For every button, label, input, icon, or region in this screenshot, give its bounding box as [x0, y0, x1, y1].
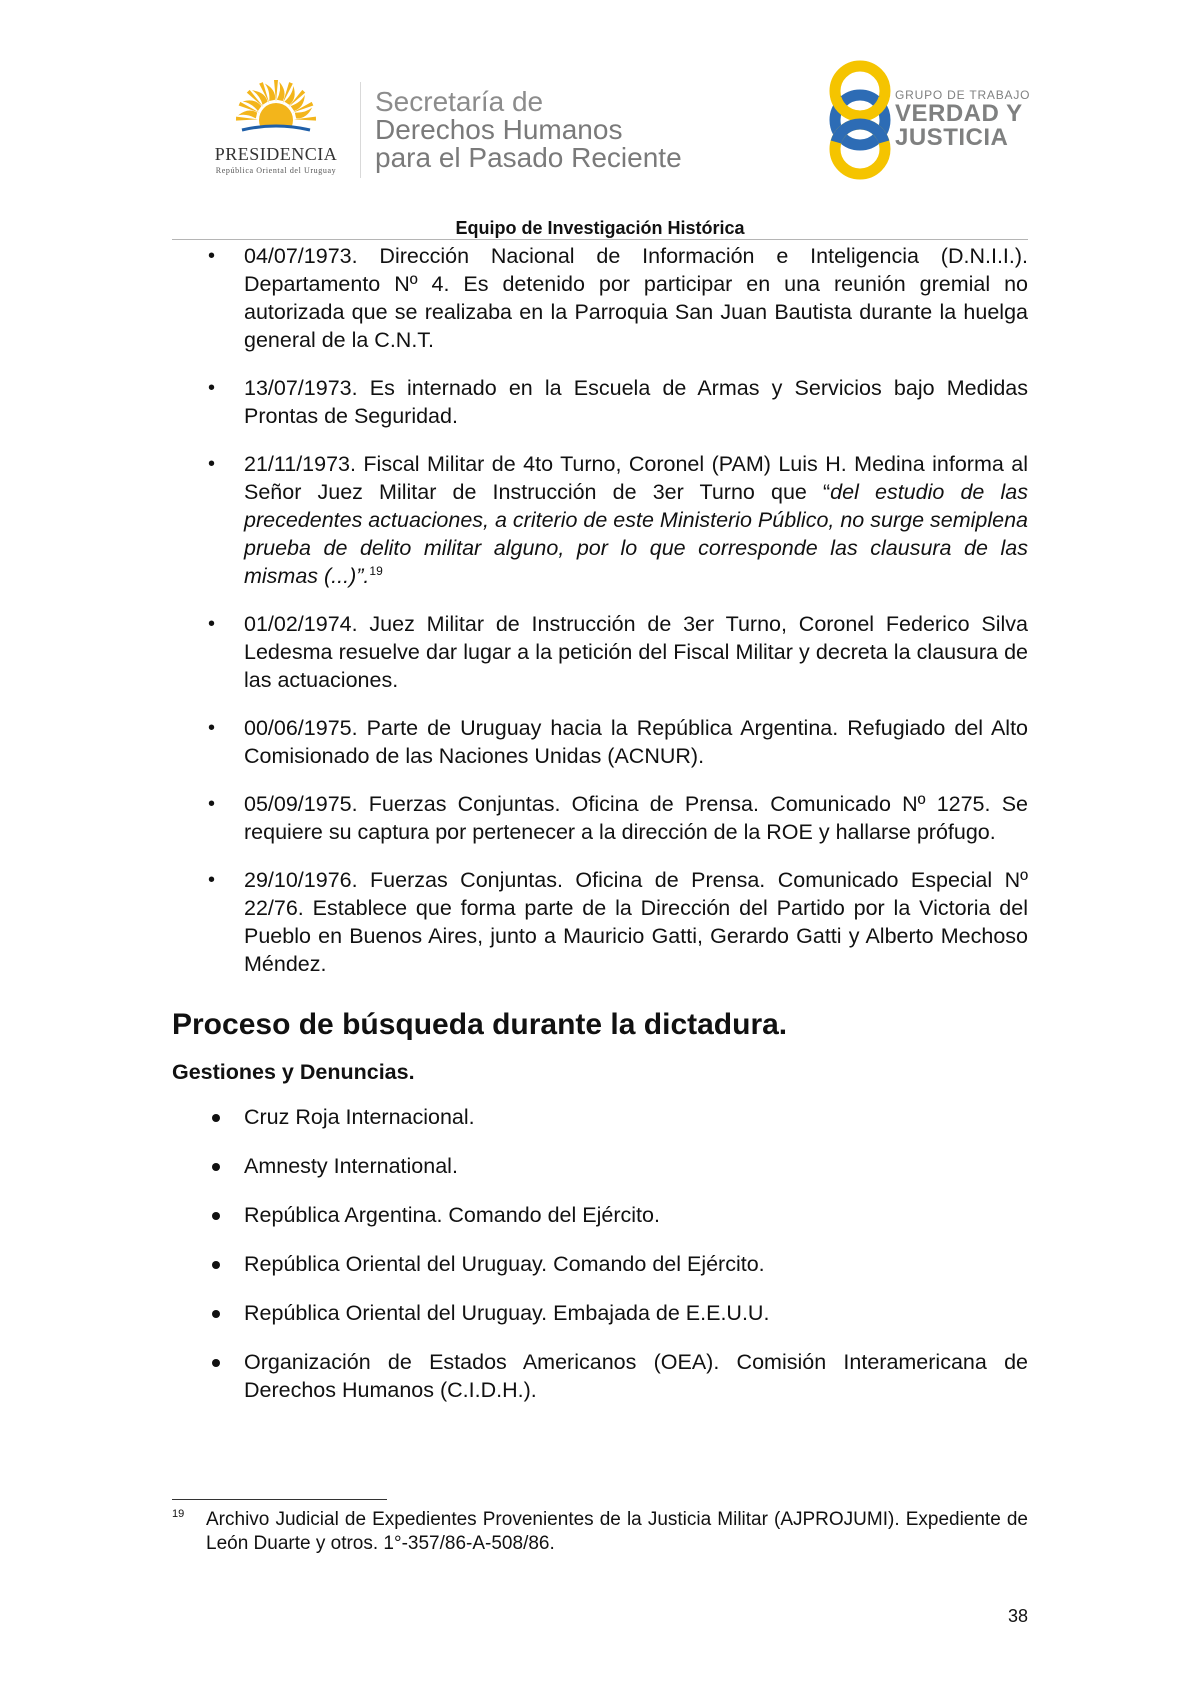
- secretaria-line-1: Secretaría de: [375, 86, 544, 117]
- gestion-text: República Oriental del Uruguay. Comando del Ejército.: [244, 1252, 765, 1276]
- event-item: [172, 610, 1028, 694]
- event-item: [172, 866, 1028, 978]
- gestion-item: [172, 1103, 1028, 1131]
- gestion-item: [172, 1299, 1028, 1327]
- gestion-item: [172, 1152, 1028, 1180]
- footnote-text: Archivo Judicial de Expedientes Provenientes de la Justicia Militar (AJPROJUMI). Expediente de León Duarte y otros. 1°-357/86-A-508/86.: [206, 1509, 1028, 1554]
- team-title: Equipo de Investigación Histórica: [455, 218, 745, 238]
- event-text: [244, 452, 1028, 588]
- event-text: 29/10/1976. Fuerzas Conjuntas. Oficina de Prensa. Comunicado Especial Nº 22/76. Establece que forma parte de la Dirección del Partido por la Victoria del Pueblo en Buenos Aires, junto a Mauricio Gatti, Gerardo Gatti y Alberto Mechoso Méndez.: [244, 868, 1028, 976]
- secretaria-line-3: para el Pasado Reciente: [375, 142, 682, 173]
- bullet-icon: •: [208, 453, 216, 475]
- bullet-dot-icon: [212, 1261, 220, 1269]
- presidencia-subtitle: República Oriental del Uruguay: [215, 166, 337, 175]
- secretaria-line-2: Derechos Humanos: [375, 114, 623, 145]
- gestion-text: Organización de Estados Americanos (OEA). Comisión Interamericana de Derechos Humanos (C.I.D.H.).: [244, 1350, 1028, 1402]
- page-header: [0, 0, 1190, 240]
- event-list: [172, 242, 1028, 978]
- sun-icon: [231, 78, 321, 150]
- bullet-icon: •: [208, 869, 216, 891]
- presidencia-logo: [196, 78, 356, 178]
- presidencia-wordmark: PRESIDENCIA: [214, 144, 338, 164]
- gestion-item: [172, 1201, 1028, 1229]
- bullet-dot-icon: [212, 1163, 220, 1171]
- bullet-dot-icon: [212, 1310, 220, 1318]
- event-item: [172, 714, 1028, 770]
- page-number: 38: [1007, 1606, 1028, 1626]
- event-text: 13/07/1973. Es internado en la Escuela de Armas y Servicios bajo Medidas Prontas de Seguridad.: [244, 376, 1028, 428]
- event-item: [172, 374, 1028, 430]
- secretaria-title: [375, 88, 682, 172]
- gestion-text: República Argentina. Comando del Ejército.: [244, 1203, 660, 1227]
- header-rule: [172, 239, 1028, 240]
- section-subheading: Gestiones y Denuncias.: [172, 1060, 415, 1084]
- footnote-rule: [172, 1499, 387, 1500]
- bullet-icon: •: [208, 245, 216, 267]
- section-heading: Proceso de búsqueda durante la dictadura.: [172, 1008, 788, 1041]
- verdad-justicia-wordmark: [895, 88, 1030, 150]
- event-text: 04/07/1973. Dirección Nacional de Información e Inteligencia (D.N.I.I.). Departamento Nº 4. Es detenido por participar en una reunión gremial no autorizada que se realizaba en la Parroquia San Juan Bautista durante la huelga general de la C.N.T.: [244, 244, 1028, 352]
- gtvj-line-2: JUSTICIA: [895, 124, 1009, 151]
- event-text: 00/06/1975. Parte de Uruguay hacia la República Argentina. Refugiado del Alto Comisionado de las Naciones Unidas (ACNUR).: [244, 716, 1028, 768]
- event-text-plain: 21/11/1973. Fiscal Militar de 4to Turno, Coronel (PAM) Luis H. Medina informa al Señor Juez Militar de Instrucción de 3er Turno que “: [244, 452, 1028, 504]
- footnote-reference[interactable]: 19: [369, 563, 383, 578]
- bullet-dot-icon: [212, 1359, 220, 1367]
- gestion-item: [172, 1250, 1028, 1278]
- page-content: [172, 242, 1028, 1425]
- gtvj-subtitle: GRUPO DE TRABAJO: [895, 88, 1031, 102]
- event-item: [172, 790, 1028, 846]
- event-quote: del estudio de las precedentes actuaciones, a criterio de este Ministerio Público, no surge semiplena prueba de delito militar alguno, por lo que corresponde las clausura de las mismas (...)”.: [244, 480, 1028, 588]
- gestion-text: Amnesty International.: [244, 1154, 458, 1178]
- gestion-item: [172, 1348, 1028, 1404]
- bullet-dot-icon: [212, 1212, 220, 1220]
- bullet-icon: •: [208, 613, 216, 635]
- footnote-number: 19: [172, 1508, 185, 1520]
- gestion-text: Cruz Roja Internacional.: [244, 1105, 475, 1129]
- verdad-justicia-rings-icon: [820, 58, 900, 180]
- gestiones-list: [172, 1103, 1028, 1404]
- event-text: 05/09/1975. Fuerzas Conjuntas. Oficina de Prensa. Comunicado Nº 1275. Se requiere su captura por pertenecer a la dirección de la ROE y hallarse prófugo.: [244, 792, 1028, 844]
- bullet-dot-icon: [212, 1114, 220, 1122]
- footnote: [172, 1508, 1028, 1556]
- bullet-icon: •: [208, 377, 216, 399]
- bullet-icon: •: [208, 793, 216, 815]
- gestion-text: República Oriental del Uruguay. Embajada de E.E.U.U.: [244, 1301, 770, 1325]
- event-item: [172, 242, 1028, 354]
- bullet-icon: •: [208, 717, 216, 739]
- event-text: 01/02/1974. Juez Militar de Instrucción de 3er Turno, Coronel Federico Silva Ledesma resuelve dar lugar a la petición del Fiscal Militar y decreta la clausura de las actuaciones.: [244, 612, 1028, 692]
- header-divider: [360, 82, 361, 178]
- event-item: [172, 450, 1028, 590]
- gtvj-line-1: VERDAD Y: [895, 100, 1023, 127]
